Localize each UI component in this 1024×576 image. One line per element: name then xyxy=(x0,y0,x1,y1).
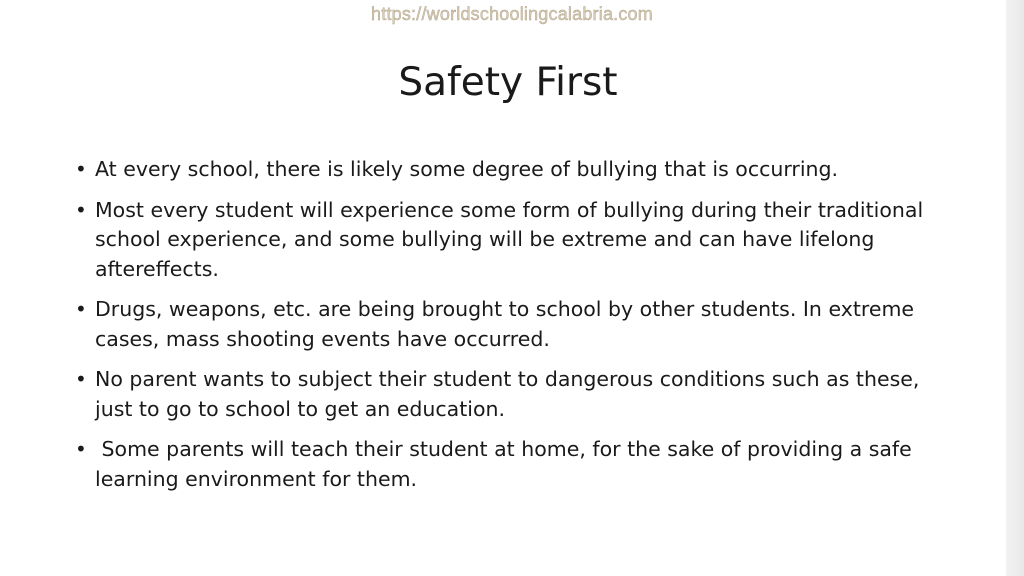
bullet-dot-icon: • xyxy=(75,197,87,222)
slide-title: Safety First xyxy=(398,60,618,105)
bullet-text: Most every student will experience some form of bullying during their traditional school experience, and some bullying will be extreme and can have lifelong aftereffects. xyxy=(95,197,924,281)
url-watermark: https://worldschoolingcalabria.com xyxy=(371,4,653,24)
bullet-text: At every school, there is likely some degree of bullying that is occurring. xyxy=(95,157,839,181)
bullet-item xyxy=(72,155,952,185)
bullet-item xyxy=(72,196,952,285)
bullet-list xyxy=(72,155,952,505)
bullet-text: Some parents will teach their student at home, for the sake of providing a safe learning environment for them. xyxy=(95,437,919,491)
bullet-dot-icon: • xyxy=(75,297,87,321)
bullet-dot-icon: • xyxy=(75,437,87,461)
bullet-dot-icon: • xyxy=(75,367,87,391)
bullet-text: No parent wants to subject their student to dangerous conditions such as these, just to go to school to get an education. xyxy=(95,367,920,421)
bullet-text: Drugs, weapons, etc. are being brought to school by other students. In extreme cases, mass shooting events have occurred. xyxy=(95,297,915,351)
bullet-dot-icon: • xyxy=(75,157,87,181)
bullet-item xyxy=(72,365,952,424)
bullet-item xyxy=(72,295,952,354)
bullet-item xyxy=(72,435,952,494)
